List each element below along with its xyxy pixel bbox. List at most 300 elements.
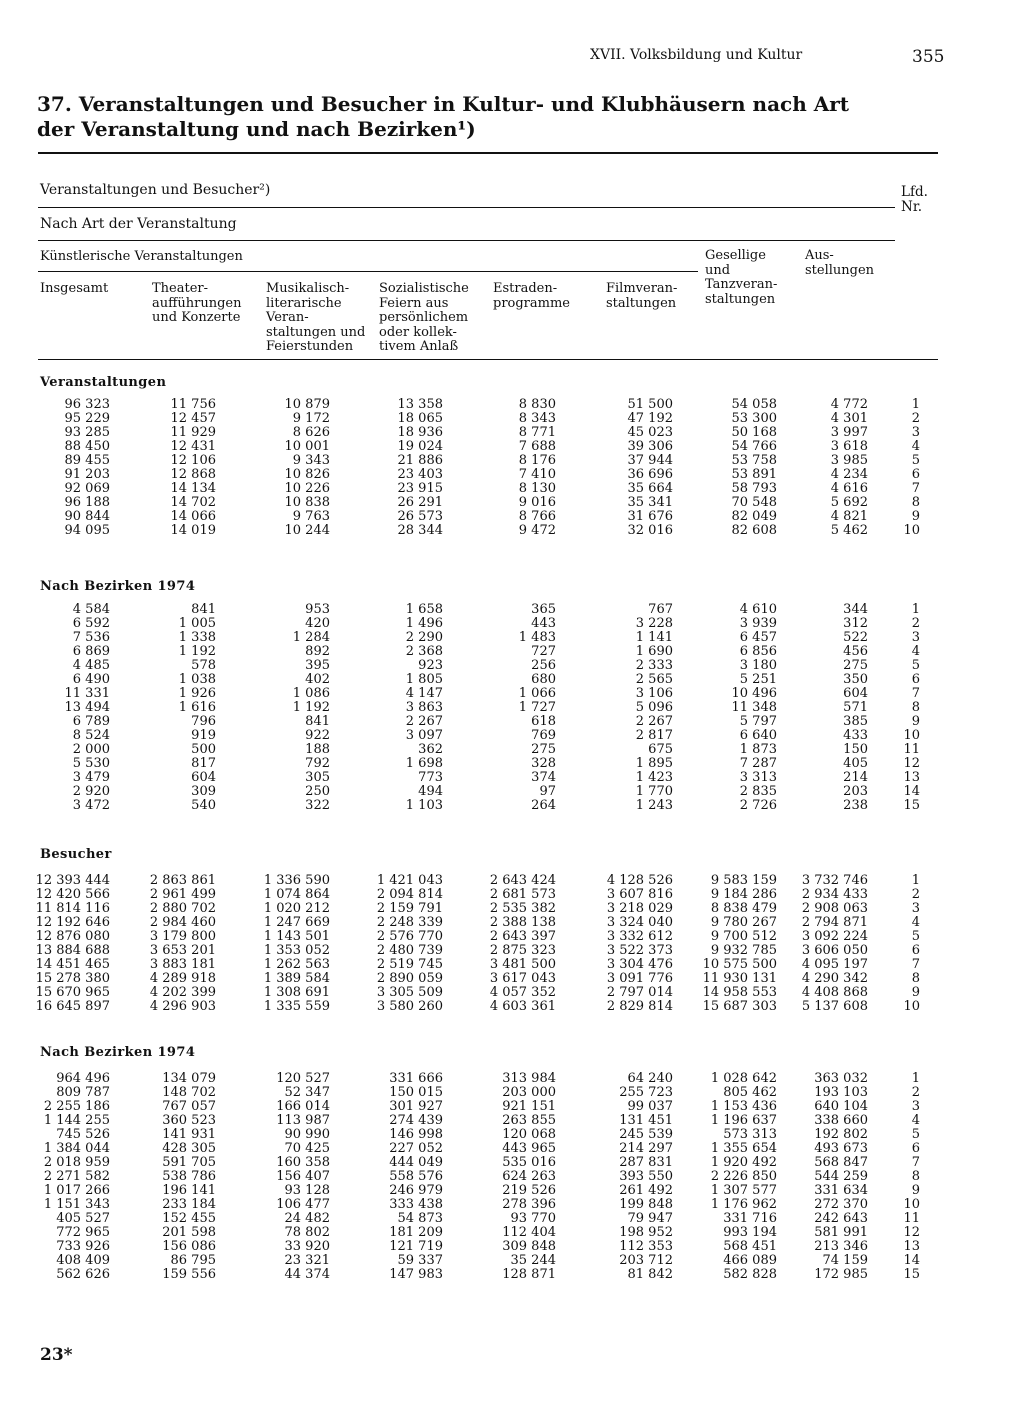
cell-estraden: 365 bbox=[531, 602, 556, 617]
cell-ausstellungen: 242 643 bbox=[814, 1211, 868, 1226]
table-row bbox=[0, 1254, 1024, 1268]
cell-lfd-nr: 8 bbox=[911, 495, 920, 510]
cell-insgesamt: 1 151 343 bbox=[43, 1197, 110, 1212]
table-row bbox=[0, 729, 1024, 743]
cell-insgesamt: 3 472 bbox=[72, 798, 110, 813]
cell-musikalisch: 1 020 212 bbox=[263, 901, 330, 916]
table-row bbox=[0, 874, 1024, 888]
cell-musikalisch: 420 bbox=[305, 616, 330, 631]
cell-gesellige: 9 583 159 bbox=[710, 873, 777, 888]
cell-sozialistisch: 59 337 bbox=[397, 1253, 443, 1268]
cell-theater: 591 705 bbox=[162, 1155, 216, 1170]
cell-insgesamt: 89 455 bbox=[64, 453, 110, 468]
cell-estraden: 7 410 bbox=[518, 467, 556, 482]
cell-estraden: 93 770 bbox=[510, 1211, 556, 1226]
table-row bbox=[0, 1100, 1024, 1114]
cell-film: 4 128 526 bbox=[606, 873, 673, 888]
cell-ausstellungen: 3 618 bbox=[830, 439, 868, 454]
cell-film: 3 304 476 bbox=[606, 957, 673, 972]
cell-sozialistisch: 246 979 bbox=[389, 1183, 443, 1198]
cell-film: 1 423 bbox=[635, 770, 673, 785]
cell-sozialistisch: 558 576 bbox=[389, 1169, 443, 1184]
cell-gesellige: 2 226 850 bbox=[710, 1169, 777, 1184]
cell-gesellige: 10 496 bbox=[731, 686, 777, 701]
cell-ausstellungen: 640 104 bbox=[814, 1099, 868, 1114]
cell-gesellige: 54 058 bbox=[731, 397, 777, 412]
cell-musikalisch: 10 838 bbox=[284, 495, 330, 510]
cell-lfd-nr: 2 bbox=[911, 887, 920, 902]
cell-musikalisch: 922 bbox=[305, 728, 330, 743]
table-row bbox=[0, 603, 1024, 617]
cell-gesellige: 10 575 500 bbox=[702, 957, 777, 972]
cell-ausstellungen: 193 103 bbox=[814, 1085, 868, 1100]
cell-musikalisch: 90 990 bbox=[284, 1127, 330, 1142]
cell-film: 64 240 bbox=[627, 1071, 673, 1086]
cell-lfd-nr: 2 bbox=[911, 411, 920, 426]
cell-lfd-nr: 8 bbox=[911, 971, 920, 986]
cell-insgesamt: 93 285 bbox=[64, 425, 110, 440]
col-header-theater: Theater- aufführungen und Konzerte bbox=[152, 281, 242, 325]
cell-lfd-nr: 11 bbox=[903, 1211, 920, 1226]
cell-musikalisch: 322 bbox=[305, 798, 330, 813]
cell-insgesamt: 91 203 bbox=[64, 467, 110, 482]
cell-film: 3 228 bbox=[635, 616, 673, 631]
cell-insgesamt: 92 069 bbox=[64, 481, 110, 496]
cell-insgesamt: 3 479 bbox=[72, 770, 110, 785]
cell-film: 214 297 bbox=[619, 1141, 673, 1156]
cell-ausstellungen: 272 370 bbox=[814, 1197, 868, 1212]
section-rows-bezirke-besucher bbox=[0, 1072, 1024, 1282]
cell-ausstellungen: 522 bbox=[843, 630, 868, 645]
cell-gesellige: 3 180 bbox=[739, 658, 777, 673]
cell-sozialistisch: 121 719 bbox=[389, 1239, 443, 1254]
cell-sozialistisch: 18 065 bbox=[397, 411, 443, 426]
cell-gesellige: 3 939 bbox=[739, 616, 777, 631]
cell-theater: 841 bbox=[191, 602, 216, 617]
table-row bbox=[0, 715, 1024, 729]
cell-estraden: 443 965 bbox=[502, 1141, 556, 1156]
cell-film: 1 141 bbox=[635, 630, 673, 645]
cell-theater: 2 961 499 bbox=[149, 887, 216, 902]
cell-musikalisch: 402 bbox=[305, 672, 330, 687]
col-header-gesellige: Gesellige und Tanzveran- staltungen bbox=[705, 248, 778, 307]
cell-lfd-nr: 10 bbox=[903, 523, 920, 538]
cell-insgesamt: 96 323 bbox=[64, 397, 110, 412]
cell-lfd-nr: 8 bbox=[911, 700, 920, 715]
col-header-sozialistisch: Sozialistische Feiern aus persönlichem oder kollek- tivem Anlaß bbox=[379, 281, 469, 354]
table-row bbox=[0, 398, 1024, 412]
header-bottom-rule bbox=[38, 359, 938, 360]
cell-theater: 360 523 bbox=[162, 1113, 216, 1128]
cell-lfd-nr: 6 bbox=[911, 1141, 920, 1156]
cell-sozialistisch: 2 267 bbox=[405, 714, 443, 729]
cell-estraden: 727 bbox=[531, 644, 556, 659]
cell-gesellige: 6 640 bbox=[739, 728, 777, 743]
cell-theater: 159 556 bbox=[162, 1267, 216, 1282]
cell-theater: 11 756 bbox=[170, 397, 216, 412]
cell-gesellige: 805 462 bbox=[723, 1085, 777, 1100]
cell-ausstellungen: 4 772 bbox=[830, 397, 868, 412]
cell-film: 31 676 bbox=[627, 509, 673, 524]
cell-musikalisch: 1 262 563 bbox=[263, 957, 330, 972]
cell-film: 3 106 bbox=[635, 686, 673, 701]
cell-theater: 148 702 bbox=[162, 1085, 216, 1100]
cell-theater: 201 598 bbox=[162, 1225, 216, 1240]
cell-ausstellungen: 150 bbox=[843, 742, 868, 757]
cell-musikalisch: 9 172 bbox=[292, 411, 330, 426]
cell-theater: 1 005 bbox=[178, 616, 216, 631]
cell-musikalisch: 10 879 bbox=[284, 397, 330, 412]
cell-estraden: 35 244 bbox=[510, 1253, 556, 1268]
cell-musikalisch: 1 247 669 bbox=[263, 915, 330, 930]
cell-film: 47 192 bbox=[627, 411, 673, 426]
cell-film: 2 797 014 bbox=[606, 985, 673, 1000]
cell-theater: 500 bbox=[191, 742, 216, 757]
cell-sozialistisch: 331 666 bbox=[389, 1071, 443, 1086]
cell-sozialistisch: 2 890 059 bbox=[376, 971, 443, 986]
cell-ausstellungen: 3 606 050 bbox=[801, 943, 868, 958]
cell-gesellige: 1 028 642 bbox=[710, 1071, 777, 1086]
cell-sozialistisch: 362 bbox=[418, 742, 443, 757]
cell-sozialistisch: 4 147 bbox=[405, 686, 443, 701]
cell-insgesamt: 2 018 959 bbox=[43, 1155, 110, 1170]
cell-estraden: 1 727 bbox=[518, 700, 556, 715]
cell-theater: 14 019 bbox=[170, 523, 216, 538]
cell-gesellige: 5 797 bbox=[739, 714, 777, 729]
cell-film: 2 267 bbox=[635, 714, 673, 729]
cell-gesellige: 568 451 bbox=[723, 1239, 777, 1254]
cell-insgesamt: 13 494 bbox=[64, 700, 110, 715]
cell-ausstellungen: 344 bbox=[843, 602, 868, 617]
cell-theater: 4 289 918 bbox=[149, 971, 216, 986]
cell-musikalisch: 1 284 bbox=[292, 630, 330, 645]
cell-sozialistisch: 147 983 bbox=[389, 1267, 443, 1282]
cell-ausstellungen: 456 bbox=[843, 644, 868, 659]
cell-gesellige: 54 766 bbox=[731, 439, 777, 454]
table-row bbox=[0, 1184, 1024, 1198]
cell-ausstellungen: 571 bbox=[843, 700, 868, 715]
cell-film: 36 696 bbox=[627, 467, 673, 482]
cell-gesellige: 53 891 bbox=[731, 467, 777, 482]
cell-musikalisch: 156 407 bbox=[276, 1169, 330, 1184]
page-number: 355 bbox=[912, 47, 945, 67]
cell-gesellige: 1 176 962 bbox=[710, 1197, 777, 1212]
cell-estraden: 2 681 573 bbox=[489, 887, 556, 902]
cell-gesellige: 50 168 bbox=[731, 425, 777, 440]
cell-lfd-nr: 15 bbox=[903, 798, 920, 813]
cell-insgesamt: 1 144 255 bbox=[43, 1113, 110, 1128]
cell-film: 1 690 bbox=[635, 644, 673, 659]
cell-gesellige: 4 610 bbox=[739, 602, 777, 617]
footer-signature: 23* bbox=[40, 1345, 73, 1365]
cell-sozialistisch: 150 015 bbox=[389, 1085, 443, 1100]
table-row bbox=[0, 617, 1024, 631]
cell-sozialistisch: 274 439 bbox=[389, 1113, 443, 1128]
cell-musikalisch: 792 bbox=[305, 756, 330, 771]
cell-gesellige: 14 958 553 bbox=[702, 985, 777, 1000]
cell-musikalisch: 120 527 bbox=[276, 1071, 330, 1086]
cell-ausstellungen: 5 137 608 bbox=[801, 999, 868, 1014]
cell-theater: 134 079 bbox=[162, 1071, 216, 1086]
cell-musikalisch: 70 425 bbox=[284, 1141, 330, 1156]
cell-sozialistisch: 2 159 791 bbox=[376, 901, 443, 916]
cell-sozialistisch: 3 580 260 bbox=[376, 999, 443, 1014]
table-row bbox=[0, 482, 1024, 496]
cell-insgesamt: 12 393 444 bbox=[35, 873, 110, 888]
cell-ausstellungen: 3 997 bbox=[830, 425, 868, 440]
cell-musikalisch: 52 347 bbox=[284, 1085, 330, 1100]
table-row bbox=[0, 1156, 1024, 1170]
cell-sozialistisch: 773 bbox=[418, 770, 443, 785]
cell-film: 245 539 bbox=[619, 1127, 673, 1142]
cell-ausstellungen: 214 bbox=[843, 770, 868, 785]
cell-musikalisch: 33 920 bbox=[284, 1239, 330, 1254]
cell-gesellige: 5 251 bbox=[739, 672, 777, 687]
col-header-insgesamt: Insgesamt bbox=[40, 281, 109, 296]
cell-lfd-nr: 7 bbox=[911, 686, 920, 701]
cell-lfd-nr: 13 bbox=[903, 1239, 920, 1254]
cell-theater: 578 bbox=[191, 658, 216, 673]
cell-estraden: 1 483 bbox=[518, 630, 556, 645]
cell-estraden: 4 603 361 bbox=[489, 999, 556, 1014]
cell-gesellige: 331 716 bbox=[723, 1211, 777, 1226]
cell-film: 51 500 bbox=[627, 397, 673, 412]
cell-musikalisch: 78 802 bbox=[284, 1225, 330, 1240]
cell-sozialistisch: 54 873 bbox=[397, 1211, 443, 1226]
cell-estraden: 8 771 bbox=[518, 425, 556, 440]
cell-musikalisch: 10 001 bbox=[284, 439, 330, 454]
cell-lfd-nr: 4 bbox=[911, 644, 920, 659]
cell-musikalisch: 9 763 bbox=[292, 509, 330, 524]
cell-musikalisch: 8 626 bbox=[292, 425, 330, 440]
cell-gesellige: 1 873 bbox=[739, 742, 777, 757]
cell-theater: 3 179 800 bbox=[149, 929, 216, 944]
cell-ausstellungen: 2 794 871 bbox=[801, 915, 868, 930]
cell-theater: 14 134 bbox=[170, 481, 216, 496]
cell-gesellige: 2 835 bbox=[739, 784, 777, 799]
cell-theater: 428 305 bbox=[162, 1141, 216, 1156]
cell-musikalisch: 1 353 052 bbox=[263, 943, 330, 958]
cell-ausstellungen: 385 bbox=[843, 714, 868, 729]
cell-film: 3 332 612 bbox=[606, 929, 673, 944]
cell-ausstellungen: 4 301 bbox=[830, 411, 868, 426]
table-row bbox=[0, 645, 1024, 659]
section-rows-bezirke-veranstaltungen bbox=[0, 603, 1024, 813]
cell-lfd-nr: 3 bbox=[911, 1099, 920, 1114]
cell-lfd-nr: 3 bbox=[911, 425, 920, 440]
cell-lfd-nr: 9 bbox=[911, 985, 920, 1000]
cell-ausstellungen: 493 673 bbox=[814, 1141, 868, 1156]
cell-theater: 1 616 bbox=[178, 700, 216, 715]
cell-film: 131 451 bbox=[619, 1113, 673, 1128]
cell-gesellige: 15 687 303 bbox=[702, 999, 777, 1014]
cell-sozialistisch: 1 805 bbox=[405, 672, 443, 687]
table-row bbox=[0, 1128, 1024, 1142]
cell-gesellige: 6 856 bbox=[739, 644, 777, 659]
cell-musikalisch: 841 bbox=[305, 714, 330, 729]
table-row bbox=[0, 916, 1024, 930]
cell-sozialistisch: 26 291 bbox=[397, 495, 443, 510]
table-row bbox=[0, 902, 1024, 916]
cell-sozialistisch: 1 103 bbox=[405, 798, 443, 813]
cell-estraden: 278 396 bbox=[502, 1197, 556, 1212]
cell-sozialistisch: 19 024 bbox=[397, 439, 443, 454]
cell-musikalisch: 1 192 bbox=[292, 700, 330, 715]
cell-theater: 919 bbox=[191, 728, 216, 743]
cell-estraden: 8 343 bbox=[518, 411, 556, 426]
cell-sozialistisch: 2 480 739 bbox=[376, 943, 443, 958]
table-row bbox=[0, 496, 1024, 510]
cell-insgesamt: 96 188 bbox=[64, 495, 110, 510]
cell-insgesamt: 5 530 bbox=[72, 756, 110, 771]
table-row bbox=[0, 888, 1024, 902]
cell-insgesamt: 408 409 bbox=[56, 1253, 110, 1268]
cell-ausstellungen: 3 092 224 bbox=[801, 929, 868, 944]
header-top-label: Veranstaltungen und Besucher²) bbox=[40, 182, 271, 198]
cell-estraden: 8 830 bbox=[518, 397, 556, 412]
cell-film: 35 341 bbox=[627, 495, 673, 510]
cell-estraden: 535 016 bbox=[502, 1155, 556, 1170]
cell-gesellige: 2 726 bbox=[739, 798, 777, 813]
cell-sozialistisch: 227 052 bbox=[389, 1141, 443, 1156]
cell-insgesamt: 6 869 bbox=[72, 644, 110, 659]
cell-musikalisch: 1 086 bbox=[292, 686, 330, 701]
cell-gesellige: 7 287 bbox=[739, 756, 777, 771]
table-row bbox=[0, 1072, 1024, 1086]
cell-gesellige: 53 758 bbox=[731, 453, 777, 468]
cell-film: 2 829 814 bbox=[606, 999, 673, 1014]
cell-sozialistisch: 181 209 bbox=[389, 1225, 443, 1240]
cell-insgesamt: 88 450 bbox=[64, 439, 110, 454]
cell-estraden: 2 388 138 bbox=[489, 915, 556, 930]
cell-lfd-nr: 10 bbox=[903, 999, 920, 1014]
table-row bbox=[0, 1212, 1024, 1226]
table-row bbox=[0, 524, 1024, 538]
cell-estraden: 275 bbox=[531, 742, 556, 757]
cell-sozialistisch: 13 358 bbox=[397, 397, 443, 412]
cell-theater: 1 926 bbox=[178, 686, 216, 701]
cell-theater: 2 984 460 bbox=[149, 915, 216, 930]
cell-ausstellungen: 544 259 bbox=[814, 1169, 868, 1184]
cell-musikalisch: 166 014 bbox=[276, 1099, 330, 1114]
cell-estraden: 263 855 bbox=[502, 1113, 556, 1128]
cell-lfd-nr: 3 bbox=[911, 630, 920, 645]
cell-musikalisch: 113 987 bbox=[276, 1113, 330, 1128]
cell-lfd-nr: 5 bbox=[911, 929, 920, 944]
cell-gesellige: 466 089 bbox=[723, 1253, 777, 1268]
table-row bbox=[0, 454, 1024, 468]
cell-insgesamt: 16 645 897 bbox=[35, 999, 110, 1014]
cell-theater: 14 066 bbox=[170, 509, 216, 524]
cell-insgesamt: 90 844 bbox=[64, 509, 110, 524]
cell-insgesamt: 4 584 bbox=[72, 602, 110, 617]
table-row bbox=[0, 1268, 1024, 1282]
cell-insgesamt: 2 000 bbox=[72, 742, 110, 757]
cell-film: 3 091 776 bbox=[606, 971, 673, 986]
cell-theater: 540 bbox=[191, 798, 216, 813]
cell-lfd-nr: 6 bbox=[911, 943, 920, 958]
cell-theater: 233 184 bbox=[162, 1197, 216, 1212]
cell-ausstellungen: 568 847 bbox=[814, 1155, 868, 1170]
cell-lfd-nr: 7 bbox=[911, 957, 920, 972]
cell-ausstellungen: 4 234 bbox=[830, 467, 868, 482]
cell-estraden: 9 472 bbox=[518, 523, 556, 538]
cell-insgesamt: 562 626 bbox=[56, 1267, 110, 1282]
cell-film: 79 947 bbox=[627, 1211, 673, 1226]
cell-musikalisch: 10 826 bbox=[284, 467, 330, 482]
col-header-estraden: Estraden- programme bbox=[493, 281, 570, 311]
header-rule-2 bbox=[38, 240, 895, 241]
cell-insgesamt: 964 496 bbox=[56, 1071, 110, 1086]
table-row bbox=[0, 785, 1024, 799]
cell-film: 1 895 bbox=[635, 756, 673, 771]
cell-gesellige: 573 313 bbox=[723, 1127, 777, 1142]
cell-musikalisch: 188 bbox=[305, 742, 330, 757]
cell-theater: 12 868 bbox=[170, 467, 216, 482]
cell-film: 3 324 040 bbox=[606, 915, 673, 930]
cell-sozialistisch: 923 bbox=[418, 658, 443, 673]
cell-estraden: 9 016 bbox=[518, 495, 556, 510]
cell-estraden: 2 643 397 bbox=[489, 929, 556, 944]
table-title: 37. Veranstaltungen und Besucher in Kultur- und Klubhäusern nach Art der Veranstaltung und nach Bezirken¹) bbox=[37, 92, 850, 141]
cell-ausstellungen: 192 802 bbox=[814, 1127, 868, 1142]
cell-gesellige: 1 355 654 bbox=[710, 1141, 777, 1156]
table-row bbox=[0, 930, 1024, 944]
cell-musikalisch: 24 482 bbox=[284, 1211, 330, 1226]
cell-film: 3 218 029 bbox=[606, 901, 673, 916]
cell-insgesamt: 733 926 bbox=[56, 1239, 110, 1254]
cell-lfd-nr: 8 bbox=[911, 1169, 920, 1184]
cell-theater: 141 931 bbox=[162, 1127, 216, 1142]
cell-estraden: 769 bbox=[531, 728, 556, 743]
table-row bbox=[0, 1142, 1024, 1156]
cell-gesellige: 1 307 577 bbox=[710, 1183, 777, 1198]
cell-lfd-nr: 1 bbox=[911, 1071, 920, 1086]
cell-lfd-nr: 12 bbox=[903, 756, 920, 771]
cell-lfd-nr: 5 bbox=[911, 453, 920, 468]
cell-sozialistisch: 2 094 814 bbox=[376, 887, 443, 902]
cell-lfd-nr: 11 bbox=[903, 742, 920, 757]
table-row bbox=[0, 958, 1024, 972]
cell-estraden: 256 bbox=[531, 658, 556, 673]
cell-film: 393 550 bbox=[619, 1169, 673, 1184]
cell-sozialistisch: 3 097 bbox=[405, 728, 443, 743]
cell-film: 39 306 bbox=[627, 439, 673, 454]
cell-gesellige: 1 196 637 bbox=[710, 1113, 777, 1128]
cell-gesellige: 9 780 267 bbox=[710, 915, 777, 930]
cell-insgesamt: 12 192 646 bbox=[35, 915, 110, 930]
cell-gesellige: 58 793 bbox=[731, 481, 777, 496]
cell-gesellige: 11 348 bbox=[731, 700, 777, 715]
cell-theater: 1 038 bbox=[178, 672, 216, 687]
table-row bbox=[0, 799, 1024, 813]
cell-theater: 3 883 181 bbox=[149, 957, 216, 972]
cell-insgesamt: 12 420 566 bbox=[35, 887, 110, 902]
cell-film: 3 607 816 bbox=[606, 887, 673, 902]
table-row bbox=[0, 701, 1024, 715]
cell-theater: 86 795 bbox=[170, 1253, 216, 1268]
cell-gesellige: 8 838 479 bbox=[710, 901, 777, 916]
cell-ausstellungen: 405 bbox=[843, 756, 868, 771]
cell-ausstellungen: 4 821 bbox=[830, 509, 868, 524]
cell-estraden: 8 130 bbox=[518, 481, 556, 496]
cell-lfd-nr: 14 bbox=[903, 784, 920, 799]
cell-estraden: 8 766 bbox=[518, 509, 556, 524]
cell-lfd-nr: 5 bbox=[911, 1127, 920, 1142]
cell-gesellige: 582 828 bbox=[723, 1267, 777, 1282]
cell-gesellige: 11 930 131 bbox=[702, 971, 777, 986]
cell-theater: 12 457 bbox=[170, 411, 216, 426]
